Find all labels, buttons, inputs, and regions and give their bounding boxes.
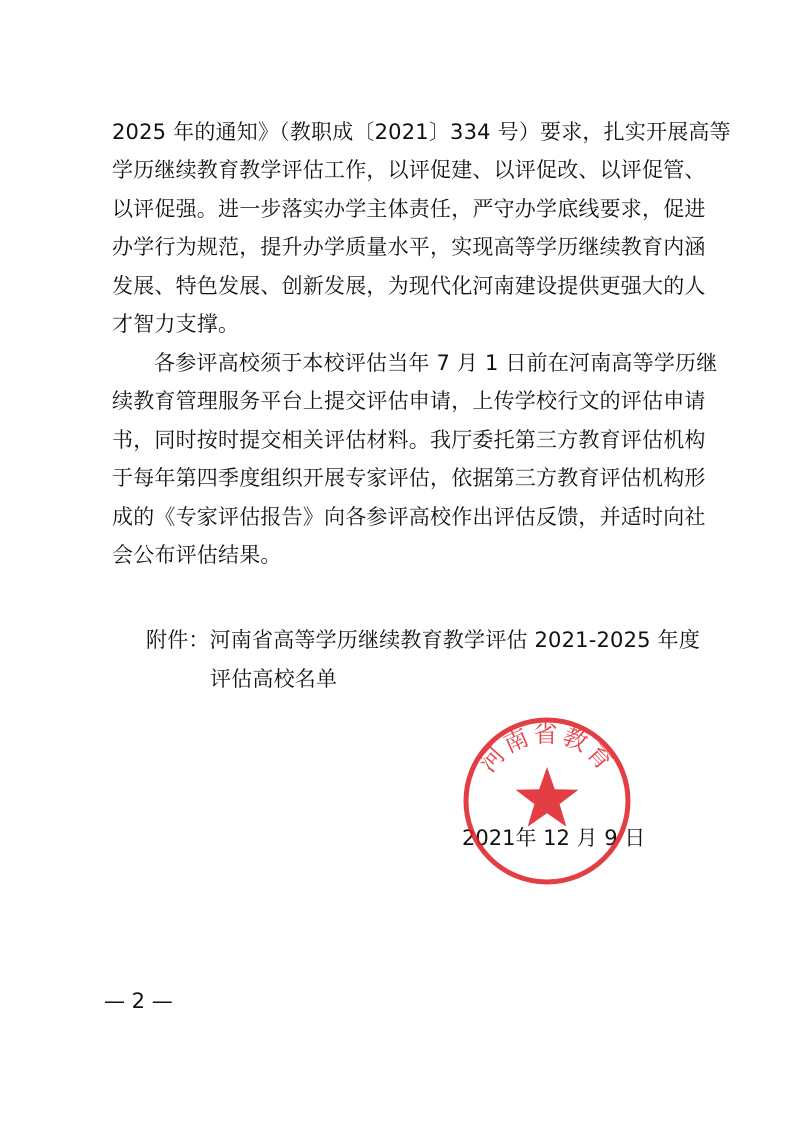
paragraph-1-line-1: 2025 年的通知》（教职成〔2021〕334 号）要求，扎实开展高等 — [112, 120, 731, 144]
paragraph-1-line-3: 以评促强。进一步落实办学主体责任，严守办学底线要求，促进 — [112, 197, 706, 221]
paragraph-1-line-5: 发展、特色发展、创新发展，为现代化河南建设提供更强大的人 — [112, 274, 706, 298]
paragraph-2-line-6: 会公布评估结果。 — [112, 543, 282, 567]
seal-text: 河南省教育 — [473, 720, 621, 778]
paragraph-2-line-2: 续教育管理服务平台上提交评估申请，上传学校行文的评估申请 — [112, 389, 706, 413]
issue-date: 2021年 12 月 9 日 — [462, 826, 646, 850]
paragraph-1-line-2: 学历继续教育教学评估工作，以评促建、以评促改、以评促管、 — [112, 158, 706, 182]
paragraph-2-line-1: 各参评高校须于本校评估当年 7 月 1 日前在河南高等学历继 — [154, 351, 718, 375]
paragraph-1-line-4: 办学行为规范，提升办学质量水平，实现高等学历继续教育内涵 — [112, 235, 706, 259]
attachment-line-2: 评估高校名单 — [210, 667, 338, 691]
page-number: — 2 — — [104, 989, 173, 1013]
official-seal — [461, 715, 633, 887]
paragraph-2-line-5: 成的《专家评估报告》向各参评高校作出评估反馈，并适时向社 — [112, 505, 706, 529]
paragraph-2-line-3: 书，同时按时提交相关评估材料。我厅委托第三方教育评估机构 — [112, 428, 706, 452]
seal-star-icon — [516, 767, 579, 827]
attachment-line-1: 附件：河南省高等学历继续教育教学评估 2021-2025 年度 — [146, 628, 701, 652]
paragraph-2-line-4: 于每年第四季度组织开展专家评估，依据第三方教育评估机构形 — [112, 466, 706, 490]
paragraph-1-line-6: 才智力支撑。 — [112, 312, 240, 336]
